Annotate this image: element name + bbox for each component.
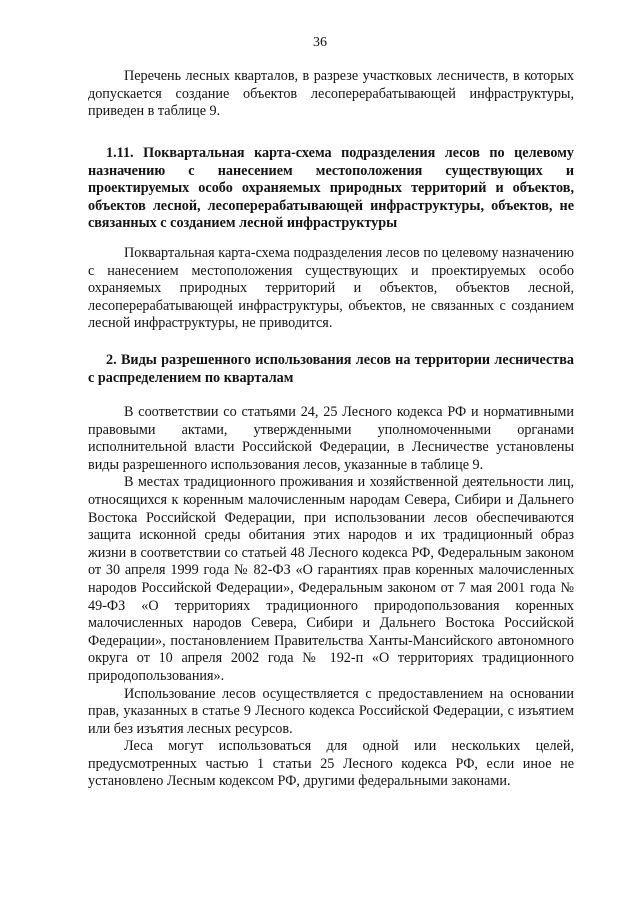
section-2-paragraph-3: Использование лесов осуществляется с предоставлением на основании прав, указанных в статье 9 Лесного кодекса Российской Федерации, с изъятием или без изъятия лесных ресурсов. [88, 685, 574, 737]
section-1-11-heading: 1.11. Поквартальная карта-схема подразделения лесов по целевому назначению с нанесением местоположения существующих и проектируемых особо охраняемых природных территорий и объектов, объектов лесной, лесоперерабатывающей инфраструктуры, объектов, не связанных с созданием лесной инфраструктуры [88, 145, 574, 232]
section-2-paragraph-1: В соответствии со статьями 24, 25 Лесного кодекса РФ и нормативными правовыми актами, утвержденными уполномоченными органами исполнительной власти Российской Федерации, в Лесничестве установлены виды разрешенного использования лесов, указанные в таблице 9. [88, 404, 574, 473]
section-2-paragraph-2: В местах традиционного проживания и хозяйственной деятельности лиц, относящихся к коренным малочисленным народам Севера, Сибири и Дальнего Востока Российской Федерации, при использовании лесов обеспечиваются защита исконной среды обитания этих народов и их традиционный образ жизни в соответствии со статьей 48 Лесного кодекса РФ, Федеральным законом от 30 апреля 1999 года № 82-ФЗ «О гарантиях прав коренных малочисленных народов Российской Федерации», Федеральным законом от 7 мая 2001 года № 49-ФЗ «О территориях традиционного природопользования коренных малочисленных народов Севера, Сибири и Дальнего Востока Российской Федерации», постановлением Правительства Ханты-Мансийского автономного округа от 10 апреля 2002 года № 192-п «О территориях традиционного природопользования». [88, 474, 574, 684]
intro-paragraph-block [88, 68, 574, 121]
section-2-paragraph-4: Леса могут использоваться для одной или нескольких целей, предусмотренных частью 1 статьи 25 Лесного кодекса РФ, если иное не установлено Лесным кодексом РФ, другими федеральными законами. [88, 738, 574, 790]
section-2-heading-block [88, 352, 574, 387]
intro-paragraph: Перечень лесных кварталов, в разрезе участковых лесничеств, в которых допускается создание объектов лесоперерабатывающей инфраструктуры, приведен в таблице 9. [88, 68, 574, 120]
section-1-11-heading-block [88, 145, 574, 233]
section-1-11-body: Поквартальная карта-схема подразделения лесов по целевому назначению с нанесением местоположения существующих и проектируемых особо охраняемых природных территорий и объектов, объектов лесной, лесоперерабатывающей инфраструктуры, объектов, не связанных с созданием лесной инфраструктуры, не приводится. [88, 245, 574, 332]
section-2-heading: 2. Виды разрешенного использования лесов на территории лесничества с распределением по кварталам [88, 352, 574, 386]
section-2-body [88, 404, 574, 791]
section-1-11-body-block [88, 245, 574, 333]
page-number: 36 [313, 35, 327, 50]
